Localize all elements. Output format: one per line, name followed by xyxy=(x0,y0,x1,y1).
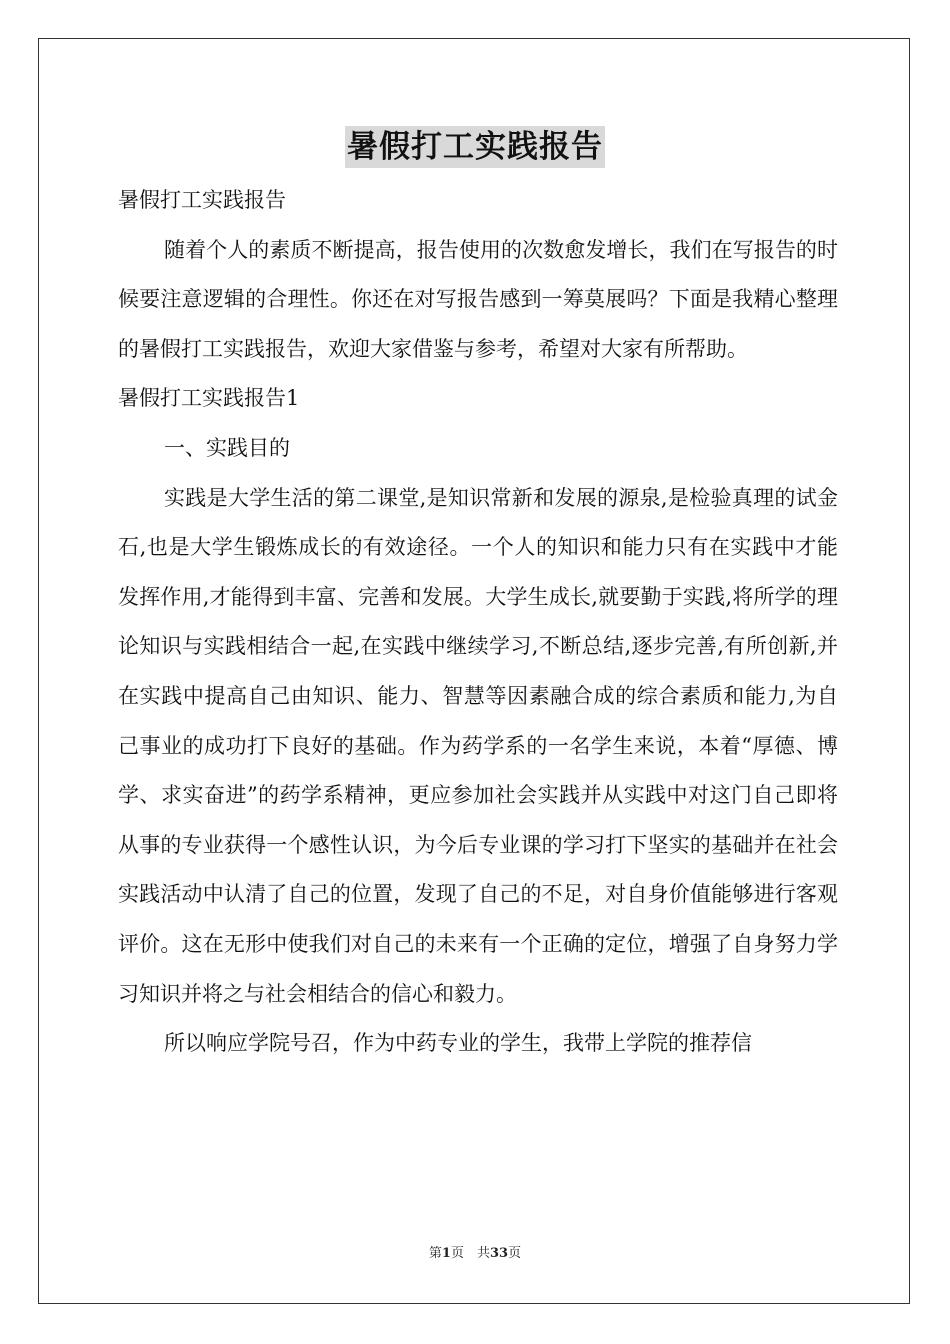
footer-prefix: 第 xyxy=(428,1246,442,1261)
total-page-count: 33 xyxy=(489,1246,509,1261)
footer-suffix: 页 xyxy=(508,1246,522,1261)
footer-middle: 页 共 xyxy=(450,1246,490,1261)
title-container xyxy=(0,126,950,168)
body-paragraph: 实践是大学生活的第二课堂,是知识常新和发展的源泉,是检验真理的试金石,也是大学生锻炼成长的有效途径。一个人的知识和能力只有在实践中才能发挥作用,才能得到丰富、完善和发展。大学生成长,就要勤于实践,将所学的理论知识与实践相结合一起,在实践中继续学习,不断总结,逐步完善,有所创新,并在实践中提高自己由知识、能力、智慧等因素融合成的综合素质和能力,为自己事业的成功打下良好的基础。作为药学系的一名学生来说，本着“厚德、博学、求实奋进”的药学系精神，更应参加社会实践并从实践中对这门自己即将从事的专业获得一个感性认识，为今后专业课的学习打下坚实的基础并在社会实践活动中认清了自己的位置，发现了自己的不足，对自身价值能够进行客观评价。这在无形中使我们对自己的未来有一个正确的定位，增强了自身努力学习知识并将之与社会相结合的信心和毅力。 xyxy=(118,485,838,1006)
subsection-heading: 一、实践目的 xyxy=(164,435,290,460)
document-body xyxy=(118,176,838,1069)
page-footer xyxy=(0,1245,950,1263)
intro-paragraph: 随着个人的素质不断提高，报告使用的次数愈发增长，我们在写报告的时候要注意逻辑的合理性。你还在对写报告感到一筹莫展吗？下面是我精心整理的暑假打工实践报告，欢迎大家借鉴与参考，希望对大家有所帮助。 xyxy=(118,237,838,361)
section-heading: 暑假打工实践报告1 xyxy=(118,386,300,411)
current-page-number: 1 xyxy=(441,1246,451,1261)
document-title: 暑假打工实践报告 xyxy=(345,126,605,168)
subtitle-line: 暑假打工实践报告 xyxy=(118,188,286,212)
body-paragraph-continued: 所以响应学院号召，作为中药专业的学生，我带上学院的推荐信 xyxy=(164,1031,752,1056)
